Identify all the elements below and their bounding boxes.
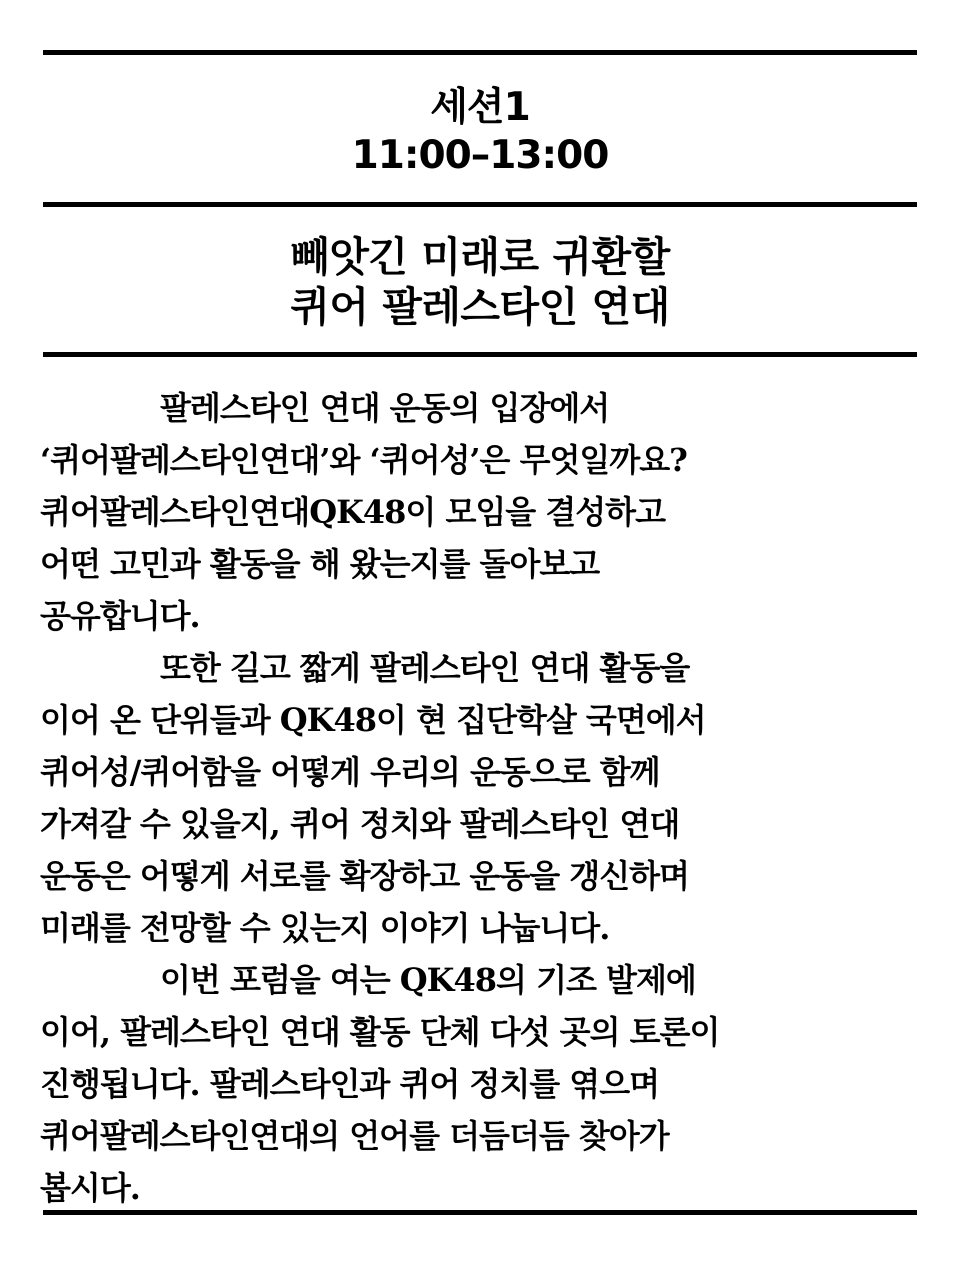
body-line: 미래를 전망할 수 있는지 이야기 나눕니다. <box>40 909 610 947</box>
session-label: 세션1 <box>430 85 530 130</box>
body-line: 또한 길고 짧게 팔레스타인 연대 활동을 <box>160 649 690 687</box>
body-line: 이어 온 단위들과 QK48이 현 집단학살 국면에서 <box>40 701 706 739</box>
body-line: ‘퀴어팔레스타인연대’와 ‘퀴어성’은 무엇일까요? <box>40 441 687 479</box>
session-title <box>43 232 917 332</box>
body-line: 가져갈 수 있을지, 퀴어 정치와 팔레스타인 연대 <box>40 805 680 843</box>
session-description <box>40 382 920 1214</box>
body-line: 퀴어팔레스타인연대QK48이 모임을 결성하고 <box>40 493 666 531</box>
body-line: 이번 포럼을 여는 QK48의 기조 발제에 <box>160 961 696 999</box>
session-time: 11:00–13:00 <box>351 133 609 178</box>
body-line: 진행됩니다. 팔레스타인과 퀴어 정치를 엮으며 <box>40 1065 660 1103</box>
body-line: 퀴어팔레스타인연대의 언어를 더듬더듬 찾아가 <box>40 1117 669 1155</box>
session-divider <box>43 202 917 207</box>
title-line-2: 퀴어 팔레스타인 연대 <box>290 283 670 331</box>
body-line: 이어, 팔레스타인 연대 활동 단체 다섯 곳의 토론이 <box>40 1013 720 1051</box>
body-line: 운동은 어떻게 서로를 확장하고 운동을 갱신하며 <box>40 857 689 895</box>
body-line: 퀴어성/퀴어함을 어떻게 우리의 운동으로 함께 <box>40 753 660 791</box>
session-header <box>43 84 917 180</box>
body-line: 공유합니다. <box>40 597 200 635</box>
bottom-divider <box>43 1210 917 1215</box>
body-line: 어떤 고민과 활동을 해 왔는지를 돌아보고 <box>40 545 600 583</box>
body-line: 팔레스타인 연대 운동의 입장에서 <box>160 389 610 427</box>
top-divider <box>43 50 917 55</box>
body-line: 봅시다. <box>40 1169 140 1207</box>
title-divider <box>43 352 917 357</box>
title-line-1: 빼앗긴 미래로 귀환할 <box>290 233 670 281</box>
